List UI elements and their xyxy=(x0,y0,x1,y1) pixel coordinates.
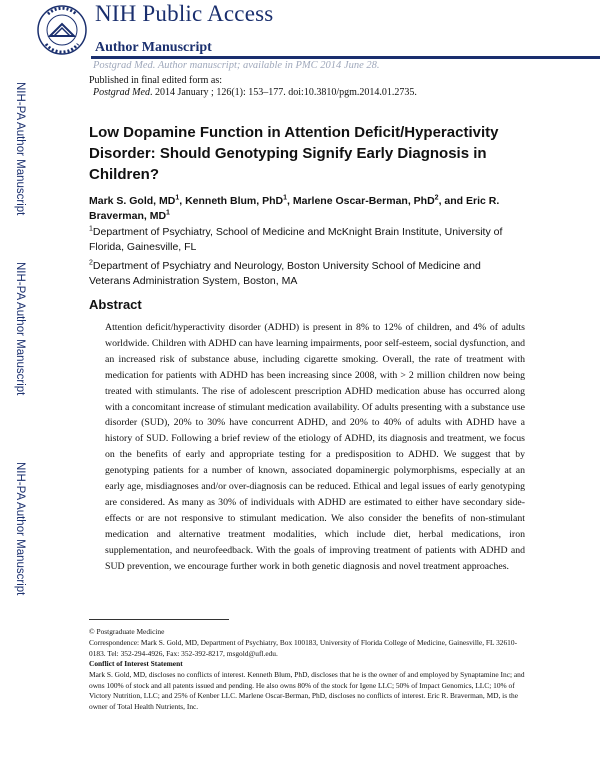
affiliation-mark: 1 xyxy=(89,225,93,233)
author-affil-mark: 2 xyxy=(434,194,439,202)
article-title: Low Dopamine Function in Attention Deficit/Hyperactivity Disorder: Should Genotyping Signify Early Diagnosis in Children? xyxy=(89,124,499,183)
author-name: Mark S. Gold, MD xyxy=(89,195,176,207)
coi-heading: Conflict of Interest Statement xyxy=(89,659,183,668)
author-name: Marlene Oscar-Berman, PhD xyxy=(292,195,435,207)
correspondence-note: Correspondence: Mark S. Gold, MD, Department of Psychiatry, Box 100183, University of Florida College of Medicine, Gainesville, FL 32610-0183. Tel: 352-294-4926, Fax: 352-392-8217, msgold@ufl.edu. xyxy=(89,638,518,658)
author-separator: , xyxy=(287,195,293,207)
nih-seal-logo xyxy=(36,4,88,56)
side-label-1: NIH-PA Author Manuscript xyxy=(14,82,26,216)
side-label-3: NIH-PA Author Manuscript xyxy=(14,462,26,596)
header-citation: Postgrad Med. Author manuscript; available in PMC 2014 June 28. xyxy=(93,60,380,71)
affiliation-1 xyxy=(89,225,519,254)
footnote-rule xyxy=(89,619,229,620)
author-name: Eric R. Braverman, MD xyxy=(89,195,500,222)
affiliation-2 xyxy=(89,259,519,288)
copyright-note: © Postgraduate Medicine xyxy=(89,627,165,636)
coi-text: Mark S. Gold, MD, discloses no conflicts of interest. Kenneth Blum, PhD, discloses that he is the owner of and employed by Synaptamine Inc; and owns 100% of stock and all patents issued and pending. He also owns 80% of the stock for Igene LLC; 50% of Impact Genomics, LLC; 10% of Victory Nutrition, LLC; and 25% of Kenber LLC. Marlene Oscar-Berman, PhD, discloses no conflicts of interest. Eric R. Braverman, MD, is the owner of Total Health Nutrients, Inc. xyxy=(89,670,525,711)
published-citation xyxy=(93,87,417,98)
author-name: Kenneth Blum, PhD xyxy=(185,195,284,207)
header-title: NIH Public Access xyxy=(95,1,274,26)
header-rule xyxy=(91,56,600,59)
author-separator: , xyxy=(179,195,186,207)
author-separator: , and xyxy=(438,195,466,207)
author-list xyxy=(89,194,529,224)
published-line: Published in final edited form as: xyxy=(89,75,223,86)
author-affil-mark: 1 xyxy=(166,209,170,217)
affiliation-mark: 2 xyxy=(89,259,93,267)
header-subtitle: Author Manuscript xyxy=(95,40,212,55)
abstract-heading: Abstract xyxy=(89,297,142,312)
affiliation-text: Department of Psychiatry and Neurology, Boston University School of Medicine and Veterans Administration System, Boston, MA xyxy=(89,260,481,287)
journal-name: Postgrad Med xyxy=(93,87,150,98)
journal-details: . 2014 January ; 126(1): 153–177. doi:10.3810/pgm.2014.01.2735. xyxy=(149,87,417,98)
side-label-2: NIH-PA Author Manuscript xyxy=(14,262,26,396)
affiliation-text: Department of Psychiatry, School of Medicine and McKnight Brain Institute, University of Florida, Gainesville, FL xyxy=(89,226,503,253)
abstract-text: Attention deficit/hyperactivity disorder (ADHD) is present in 8% to 12% of children, and 4% of adults worldwide. Children with ADHD can have learning impairments, poor self-esteem, social dysfunction, and an increased risk of substance abuse, including cigarette smoking. Overall, the rate of treatment with medication for patients with ADHD has been increasing since 2008, with > 2 million children now being treated with stimulants. The rise of adolescent prescription ADHD medication abuse has occurred along with a concomitant increase of stimulant medication availability. Of adults presenting with a substance use disorder (SUD), 20% to 30% have concurrent ADHD, and 20% to 40% of adults with ADHD have a history of SUD. Following a brief review of the etiology of ADHD, its diagnosis and treatment, we focus on the benefits of early and appropriate testing for a predisposition to ADHD. We suggest that by genotyping patients for a number of known, associated dopaminergic polymorphisms, especially at an early age, misdiagnoses and/or over-diagnosis can be reduced. Ethical and legal issues of early genotyping are considered. As many as 30% of individuals with ADHD are estimated to either have secondary side-effects or are not responsive to stimulant medication. We also consider the benefits of non-stimulant medication and alternative treatment modalities, which include diet, herbal medications, iron supplementation, and neurofeedback. With the goals of improving treatment of patients with ADHD and SUD prevention, we encourage further work in both genetic diagnosis and novel treatment approaches. xyxy=(105,322,525,572)
author-affil-mark: 1 xyxy=(283,194,288,202)
author-affil-mark: 1 xyxy=(175,194,180,202)
